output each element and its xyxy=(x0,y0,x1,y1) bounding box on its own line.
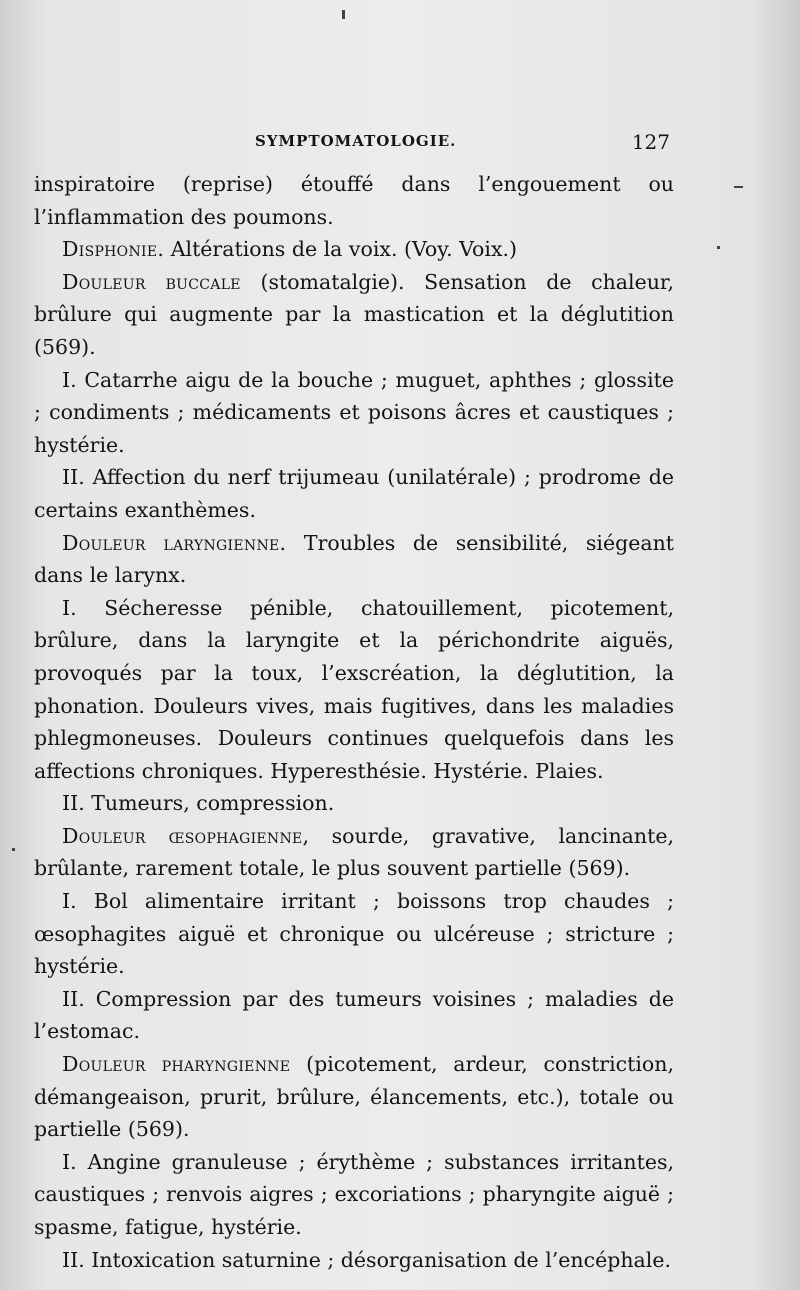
paragraph-continuation: inspiratoire (reprise) étouffé dans l’engouement ou l’inflammation des poumons. xyxy=(34,172,674,229)
subitem-i: I. Catarrhe aigu de la bouche ; muguet, aphthes ; glossite ; condiments ; médicaments et poisons âcres et caustiques ; hystérie. xyxy=(34,367,674,457)
subitem-ii: II. Tumeurs, compression. xyxy=(62,791,335,816)
subitem-ii: II. Compression par des tumeurs voisines ; maladies de l’estomac. xyxy=(34,986,674,1044)
entry-term: Douleur pharyngienne xyxy=(62,1052,291,1077)
running-head xyxy=(40,132,670,156)
entry-term: Disphonie. xyxy=(62,237,165,262)
entry-term: Douleur œsophagienne xyxy=(62,823,303,848)
margin-mark xyxy=(12,848,15,851)
page-number: 127 xyxy=(631,130,670,154)
subitem-ii: II. Intoxication saturnine ; désorganisation de l’encéphale. xyxy=(62,1247,671,1272)
body-text xyxy=(34,168,674,1276)
entry-douleur-oesophagienne: Douleur œsophagienne, sourde, gravative, lancinante, brûlante, rarement totale, le plus souvent partielle (569). xyxy=(34,823,674,881)
subitem-i: I. Sécheresse pénible, chatouillement, picotement, brûlure, dans la laryngite et la périchondrite aiguës, provoqués par la toux, l’exscréation, la déglutition, la phonation. Douleurs vives, mais fugitives, dans les maladies phlegmoneuses. Douleurs continues quelquefois dans les affections chroniques. Hyperesthésie. Hystérie. Plaies. xyxy=(34,595,674,783)
margin-mark xyxy=(342,10,345,19)
entry-term: Douleur laryngienne. xyxy=(62,530,287,555)
running-title: SYMPTOMATOLOGIE. xyxy=(255,132,457,150)
entry-douleur-laryngienne: Douleur laryngienne. Troubles de sensibilité, siégeant dans le larynx. xyxy=(34,530,675,588)
margin-mark xyxy=(717,246,720,249)
entry-douleur-pharyngienne: Douleur pharyngienne (picotement, ardeur, constriction, démangeaison, prurit, brûlure, élancements, etc.), totale ou partielle (569). xyxy=(34,1052,674,1142)
entry-term: Douleur buccale xyxy=(62,269,241,294)
entry-douleur-buccale: Douleur buccale (stomatalgie). Sensation de chaleur, brûlure qui augmente par la mastication et la déglutition (569). xyxy=(34,269,674,359)
subitem-i: I. Bol alimentaire irritant ; boissons trop chaudes ; œsophagites aiguë et chronique ou ulcéreuse ; stricture ; hystérie. xyxy=(34,889,674,979)
subitem-i: I. Angine granuleuse ; érythème ; substances irritantes, caustiques ; renvois aigres ; excoriations ; pharyngite aiguë ; spasme, fatigue, hystérie. xyxy=(34,1149,674,1239)
entry-disphonie: Disphonie. Altérations de la voix. (Voy. Voix.) xyxy=(62,237,518,262)
subitem-ii: II. Affection du nerf trijumeau (unilatérale) ; prodrome de certains exanthèmes. xyxy=(34,465,674,522)
margin-mark xyxy=(734,186,743,188)
